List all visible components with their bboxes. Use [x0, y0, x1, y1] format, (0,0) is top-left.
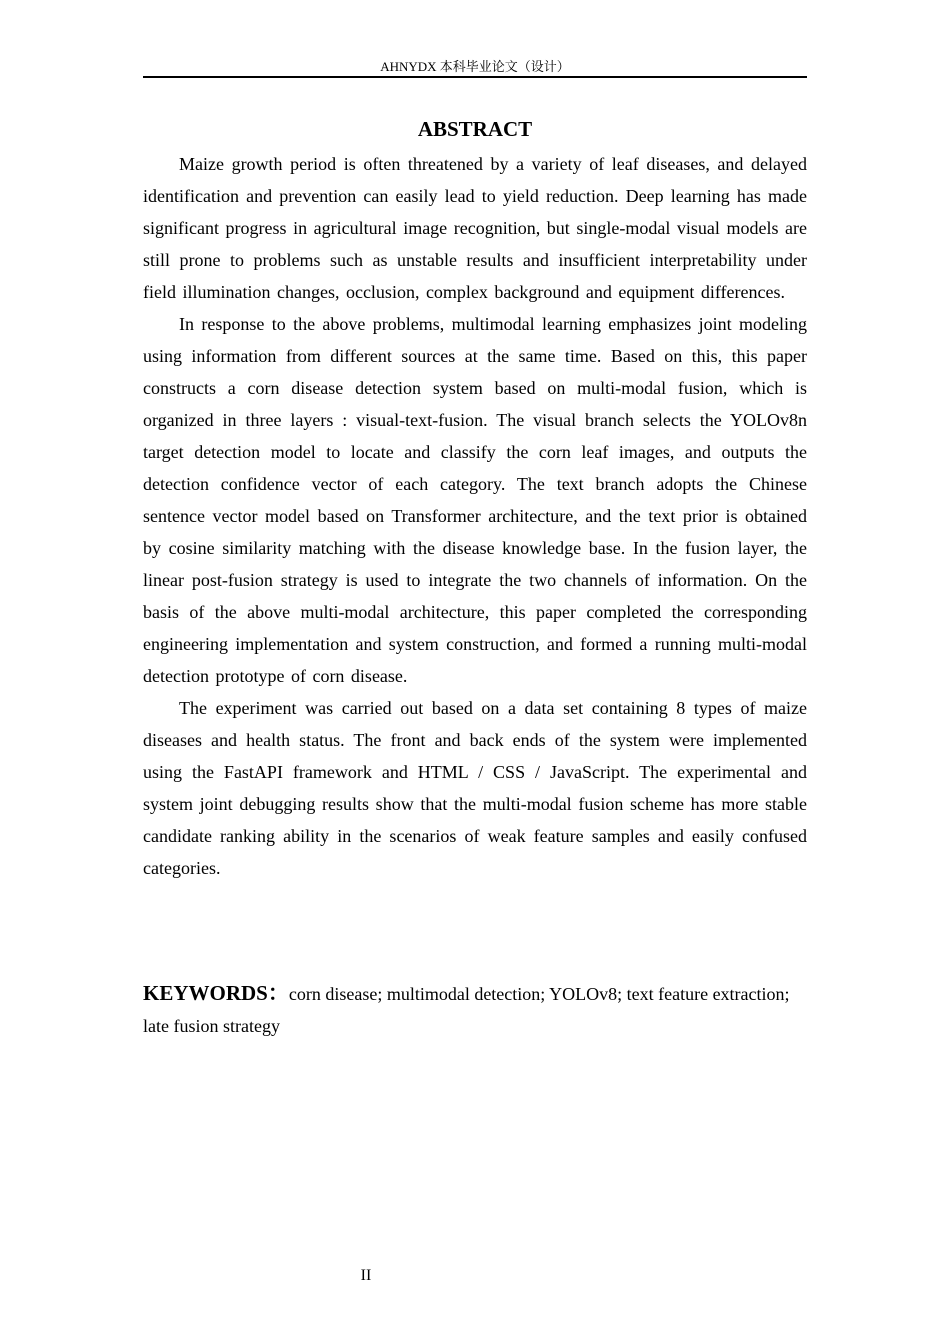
page-number: II [360, 1267, 372, 1284]
keywords-line [143, 977, 807, 1042]
abstract-paragraph-3: The experiment was carried out based on a data set containing 8 types of maize diseases and health status. The front and back ends of the system were implemented using the FastAPI framework and HTML / CSS / JavaScript. The experimental and system joint debugging results show that the multi-modal fusion scheme has more stable candidate ranking ability in the scenarios of weak feature samples and easily confused categories. [143, 698, 807, 878]
abstract-body [143, 148, 807, 884]
abstract-paragraph-2: In response to the above problems, multimodal learning emphasizes joint modeling using information from different sources at the same time. Based on this, this paper constructs a corn disease detection system based on multi-modal fusion, which is organized in three layers : visual-text-fusion. The visual branch selects the YOLOv8n target detection model to locate and classify the corn leaf images, and outputs the detection confidence vector of each category. The text branch adopts the Chinese sentence vector model based on Transformer architecture, and the text prior is obtained by cosine similarity matching with the disease knowledge base. In the fusion layer, the linear post-fusion strategy is used to integrate the two channels of information. On the basis of the above multi-modal architecture, this paper completed the corresponding engineering implementation and system construction, and formed a running multi-modal detection prototype of corn disease. [143, 314, 807, 686]
running-header: AHNYDX 本科毕业论文（设计） [380, 59, 570, 74]
header-rule [143, 76, 807, 78]
keywords-label: KEYWORDS： [143, 981, 289, 1005]
abstract-paragraph-1: Maize growth period is often threatened by a variety of leaf diseases, and delayed identification and prevention can easily lead to yield reduction. Deep learning has made significant progress in agricultural image recognition, but single-modal visual models are still prone to problems such as unstable results and insufficient interpretability under field illumination changes, occlusion, complex background and equipment differences. [143, 154, 807, 302]
abstract-title: ABSTRACT [417, 117, 533, 141]
keywords-text: corn disease; multimodal detection; YOLOv8; text feature extraction; late fusion strategy [143, 984, 790, 1036]
